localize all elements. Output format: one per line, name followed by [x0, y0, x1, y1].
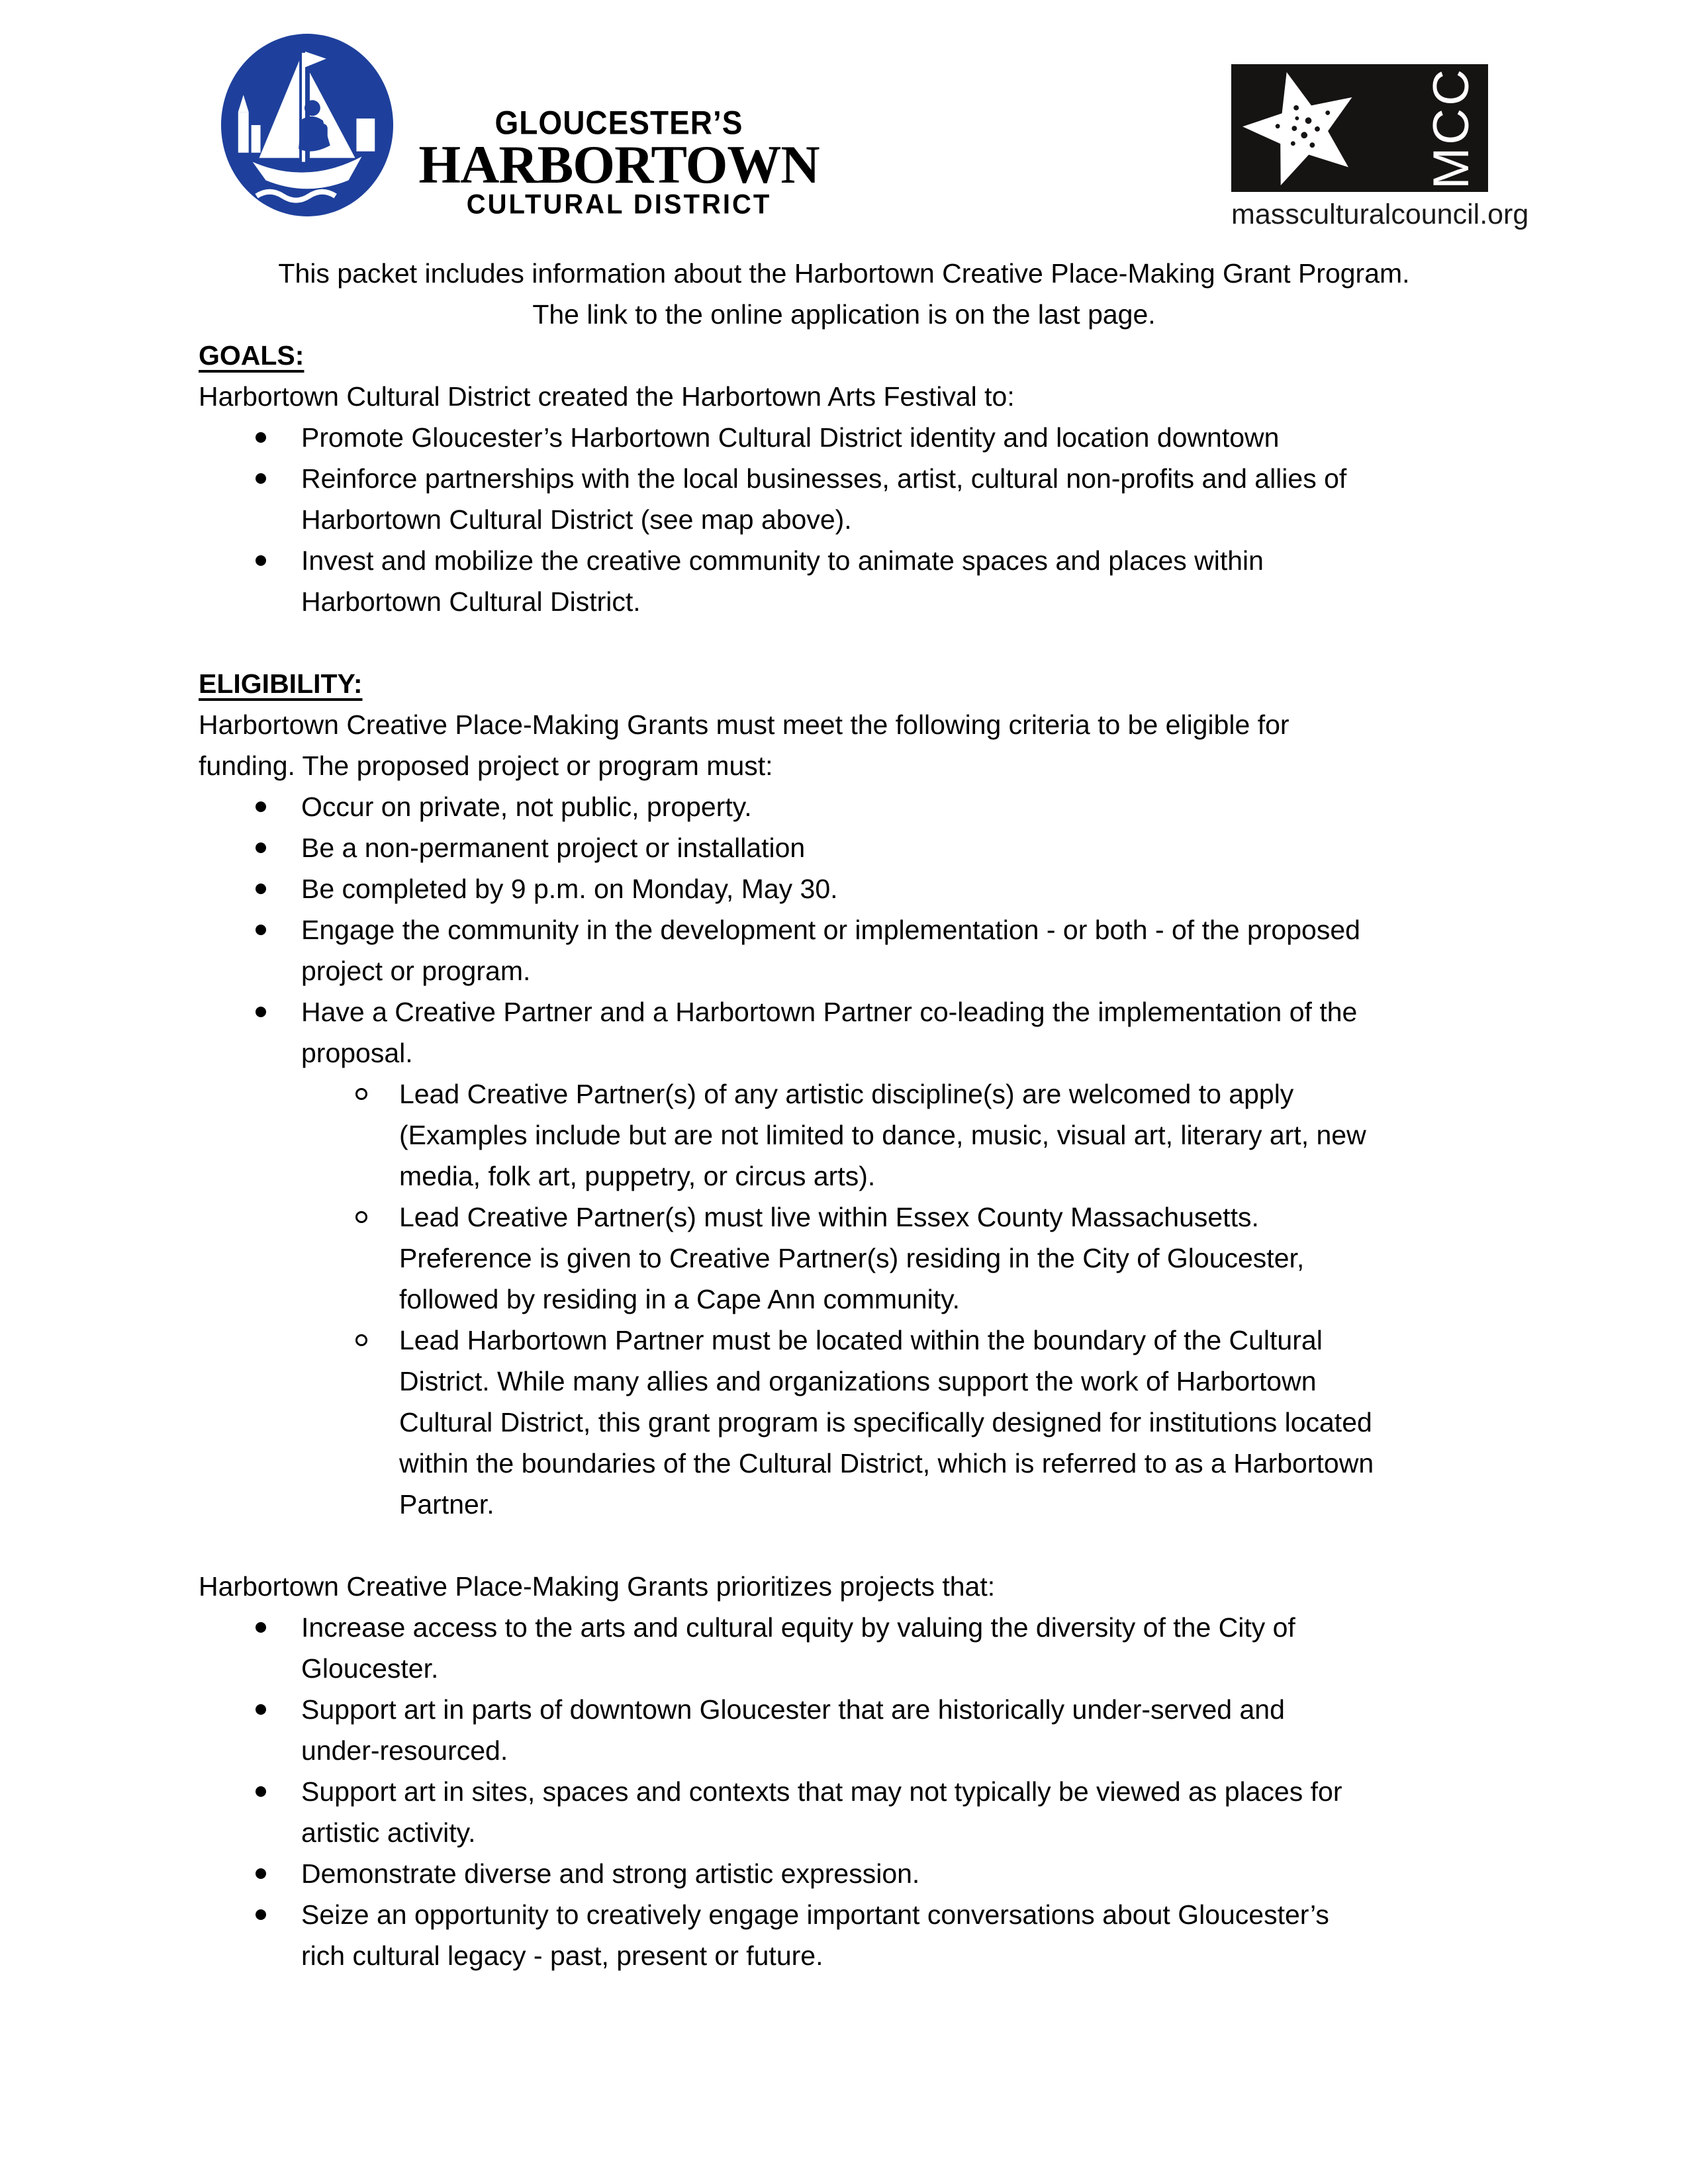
intro-line: The link to the online application is on the last page.	[532, 299, 1156, 330]
text-line: artistic activity.	[301, 1817, 476, 1848]
text-line: within the boundaries of the Cultural District, which is referred to as a Harbortown	[399, 1448, 1374, 1479]
text-line: Lead Harbortown Partner must be located within the boundary of the Cultural	[399, 1325, 1323, 1355]
text-line: Harbortown Cultural District created the Harbortown Arts Festival to:	[199, 381, 1015, 412]
paragraph	[199, 1566, 1489, 1607]
logo-line-gloucesters: GLOUCESTER’S	[494, 103, 743, 142]
text-line: Partner.	[399, 1489, 494, 1520]
text-line: Reinforce partnerships with the local businesses, artist, cultural non-profits and allies of	[301, 463, 1347, 494]
text-line: Be completed by 9 p.m. on Monday, May 30.	[301, 874, 838, 904]
harbortown-logo-text	[410, 103, 827, 220]
document-blocks	[199, 335, 1489, 1976]
bullet-item	[199, 1607, 1489, 1689]
text-line: Support art in sites, spaces and contexts that may not typically be viewed as places for	[301, 1776, 1342, 1807]
bullet-item	[199, 1894, 1489, 1976]
text-line: Cultural District, this grant program is specifically designed for institutions located	[399, 1407, 1372, 1437]
starfish-icon	[1241, 68, 1364, 189]
paragraph	[199, 376, 1489, 417]
text-line: Harbortown Creative Place-Making Grants prioritizes projects that:	[199, 1571, 996, 1602]
bullet-item	[199, 1689, 1489, 1771]
text-line: Promote Gloucester’s Harbortown Cultural District identity and location downtown	[301, 422, 1280, 453]
text-line: Lead Creative Partner(s) must live within Essex County Massachusetts.	[399, 1202, 1259, 1232]
intro-line: This packet includes information about the Harbortown Creative Place-Making Grant Program.	[278, 258, 1410, 289]
text-line: under-resourced.	[301, 1735, 508, 1766]
mcc-acronym: MCC	[1423, 66, 1479, 190]
bullet-item	[199, 540, 1489, 622]
section-heading	[199, 335, 1489, 376]
text-line: media, folk art, puppetry, or circus arts).	[399, 1161, 876, 1191]
text-line: Harbortown Cultural District.	[301, 586, 641, 617]
bullet-item	[199, 458, 1489, 540]
bullet-item	[199, 909, 1489, 991]
section-heading	[199, 663, 1489, 704]
text-line: Support art in parts of downtown Gloucester that are historically under-served and	[301, 1694, 1285, 1725]
text-line: Increase access to the arts and cultural equity by valuing the diversity of the City of	[301, 1612, 1295, 1643]
mcc-url-text: massculturalcouncil.org	[1231, 199, 1529, 230]
text-line: proposal.	[301, 1038, 413, 1068]
text-line: Harbortown Cultural District (see map above).	[301, 504, 852, 535]
text-line: Harbortown Creative Place-Making Grants must meet the following criteria to be eligible for	[199, 709, 1289, 740]
harbortown-logo	[218, 32, 827, 224]
blank-line	[199, 622, 1489, 663]
text-line: Be a non-permanent project or installation	[301, 833, 806, 863]
text-line: Seize an opportunity to creatively engage important conversations about Gloucester’s	[301, 1899, 1329, 1930]
bullet-item	[199, 827, 1489, 868]
bullet-item	[199, 1771, 1489, 1853]
text-line: Occur on private, not public, property.	[301, 792, 752, 822]
text-line: Demonstrate diverse and strong artistic expression.	[301, 1858, 920, 1889]
text-line: Gloucester.	[301, 1653, 439, 1684]
text-line: Engage the community in the development or implementation - or both - of the proposed	[301, 915, 1360, 945]
bullet-item	[199, 1073, 1489, 1197]
text-line: Have a Creative Partner and a Harbortown Partner co-leading the implementation of the	[301, 997, 1358, 1027]
blank-line	[199, 1525, 1489, 1566]
bullet-item	[199, 1320, 1489, 1525]
text-line: Lead Creative Partner(s) of any artistic discipline(s) are welcomed to apply	[399, 1079, 1294, 1109]
text-line: rich cultural legacy - past, present or future.	[301, 1940, 823, 1971]
text-line: ELIGIBILITY:	[199, 668, 363, 699]
paragraph	[199, 704, 1489, 786]
text-line: Invest and mobilize the creative community to animate spaces and places within	[301, 545, 1264, 576]
text-line: followed by residing in a Cape Ann community.	[399, 1284, 961, 1314]
text-line: GOALS:	[199, 340, 305, 371]
text-line: Preference is given to Creative Partner(s) residing in the City of Gloucester,	[399, 1243, 1305, 1273]
harbortown-seal-icon	[218, 32, 396, 218]
document-body	[199, 253, 1489, 1976]
logo-line-cultural-district: CULTURAL DISTRICT	[466, 189, 772, 220]
bullet-item	[199, 786, 1489, 827]
text-line: funding. The proposed project or program must:	[199, 751, 773, 781]
text-line: District. While many allies and organizations support the work of Harbortown	[399, 1366, 1317, 1396]
text-line: project or program.	[301, 956, 531, 986]
text-line: (Examples include but are not limited to dance, music, visual art, literary art, new	[399, 1120, 1366, 1150]
bullet-item	[199, 868, 1489, 909]
mcc-logo	[1231, 64, 1529, 231]
bullet-item	[199, 417, 1489, 458]
bullet-item	[199, 991, 1489, 1073]
bullet-item	[199, 1197, 1489, 1320]
logo-line-harbortown: HARBORTOWN	[418, 134, 820, 195]
bullet-item	[199, 1853, 1489, 1894]
mcc-logo-box	[1231, 64, 1488, 192]
